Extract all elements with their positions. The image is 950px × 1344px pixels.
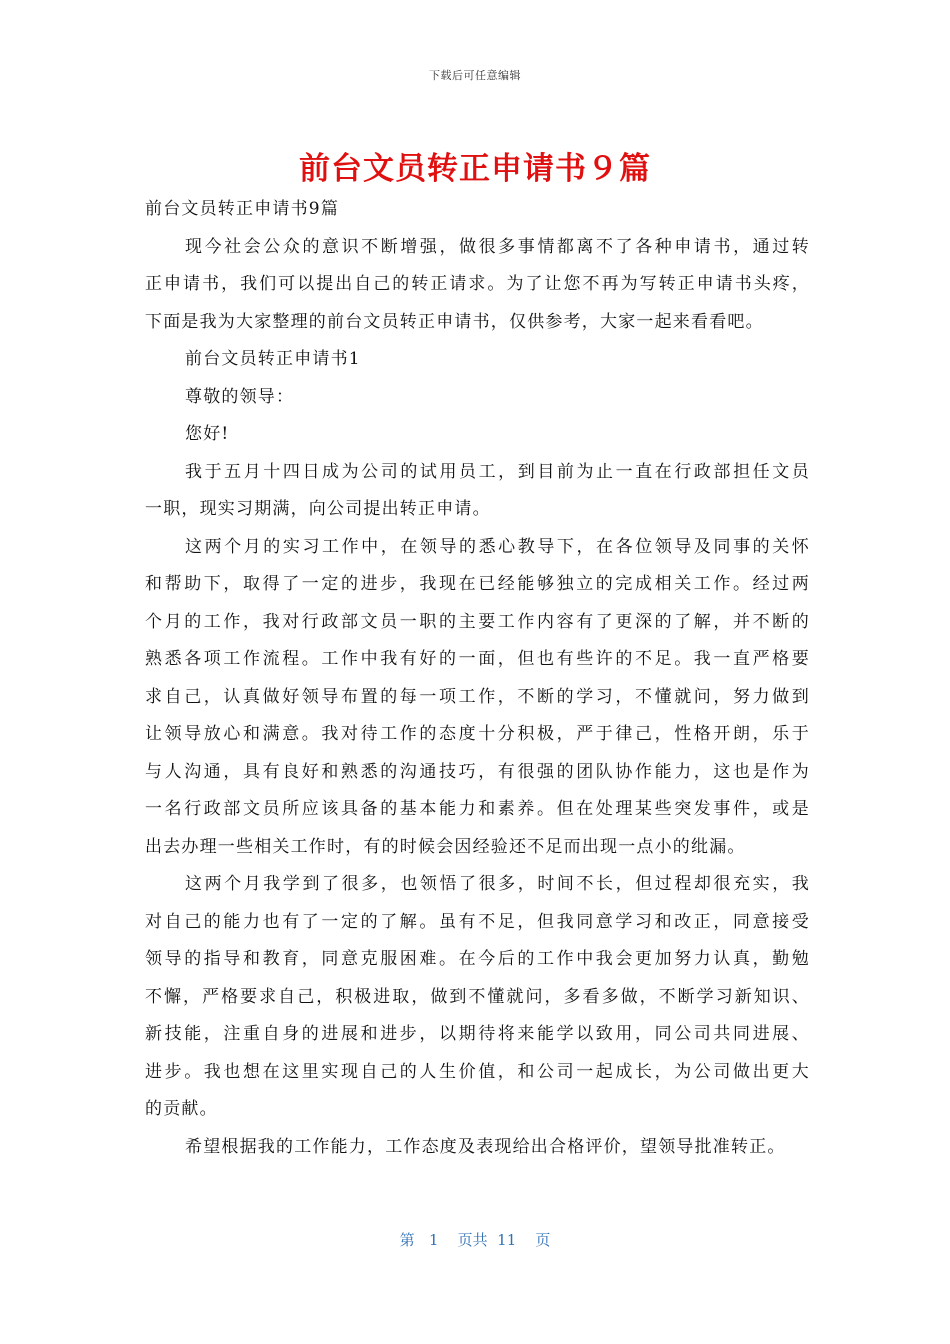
text-line: 我于五月十四日成为公司的试用员工，到目前为止一直在行政部担任文员	[185, 461, 810, 482]
text-line: 和帮助下，取得了一定的进步，我现在已经能够独立的完成相关工作。经过两	[145, 574, 810, 594]
text-line: 这两个月的实习工作中，在领导的悉心教导下，在各位领导及同事的关怀	[185, 536, 810, 557]
text-line: 这两个月我学到了很多，也领悟了很多，时间不长，但过程却很充实，我	[185, 874, 810, 894]
footer-label-total: 页共	[457, 1231, 488, 1249]
text-line: 希望根据我的工作能力，工作态度及表现给出合格评价，望领导批准转正。	[185, 1136, 786, 1157]
text-line: 一职，现实习期满，向公司提出转正申请。	[145, 499, 491, 519]
text-line: 个月的工作，我对行政部文员一职的主要工作内容有了更深的了解，并不断的	[145, 611, 810, 632]
text-line: 前台文员转正申请书9篇	[145, 199, 340, 219]
text-line: 尊敬的领导：	[185, 386, 295, 407]
text-line: 前台文员转正申请书1	[185, 349, 361, 369]
text-line: 的贡献。	[145, 1099, 218, 1119]
text-line: 现今社会公众的意识不断增强，做很多事情都离不了各种申请书，通过转	[185, 236, 810, 257]
page-footer	[0, 1229, 950, 1250]
text-line: 新技能，注重自身的进展和进步，以期待将来能学以致用，同公司共同进展、	[145, 1024, 810, 1044]
footer-current-page: 1	[428, 1231, 439, 1249]
text-line: 与人沟通，具有良好和熟悉的沟通技巧，有很强的团队协作能力，这也是作为	[145, 761, 810, 782]
footer-label-end: 页	[535, 1231, 551, 1249]
footer-label-page: 第	[399, 1231, 415, 1249]
text-line: 进步。我也想在这里实现自己的人生价值，和公司一起成长，为公司做出更大	[145, 1061, 810, 1082]
text-line: 对自己的能力也有了一定的了解。虽有不足，但我同意学习和改正，同意接受	[145, 911, 810, 932]
text-line: 让领导放心和满意。我对待工作的态度十分积极，严于律己，性格开朗，乐于	[145, 724, 810, 744]
header-note: 下载后可任意编辑	[429, 69, 521, 82]
text-line: 不懈，严格要求自己，积极进取，做到不懂就问，多看多做，不断学习新知识、	[145, 986, 810, 1007]
document-body	[145, 191, 810, 1166]
text-line: 一名行政部文员所应该具备的基本能力和素养。但在处理某些突发事件，或是	[145, 799, 810, 819]
text-line: 出去办理一些相关工作时，有的时候会因经验还不足而出现一点小的纰漏。	[145, 836, 746, 857]
text-line: 正申请书，我们可以提出自己的转正请求。为了让您不再为写转正申请书头疼，	[145, 274, 810, 294]
text-line: 领导的指导和教育，同意克服困难。在今后的工作中我会更加努力认真，勤勉	[145, 949, 810, 969]
document-title: 前台文员转正申请书９篇	[299, 151, 651, 187]
text-line: 熟悉各项工作流程。工作中我有好的一面，但也有些许的不足。我一直严格要	[145, 649, 810, 669]
text-line: 求自己，认真做好领导布置的每一项工作，不断的学习，不懂就问，努力做到	[145, 686, 810, 707]
text-line: 下面是我为大家整理的前台文员转正申请书，仅供参考，大家一起来看看吧。	[145, 311, 764, 332]
text-line: 您好!	[185, 424, 230, 444]
footer-total-pages: 11	[497, 1231, 517, 1249]
